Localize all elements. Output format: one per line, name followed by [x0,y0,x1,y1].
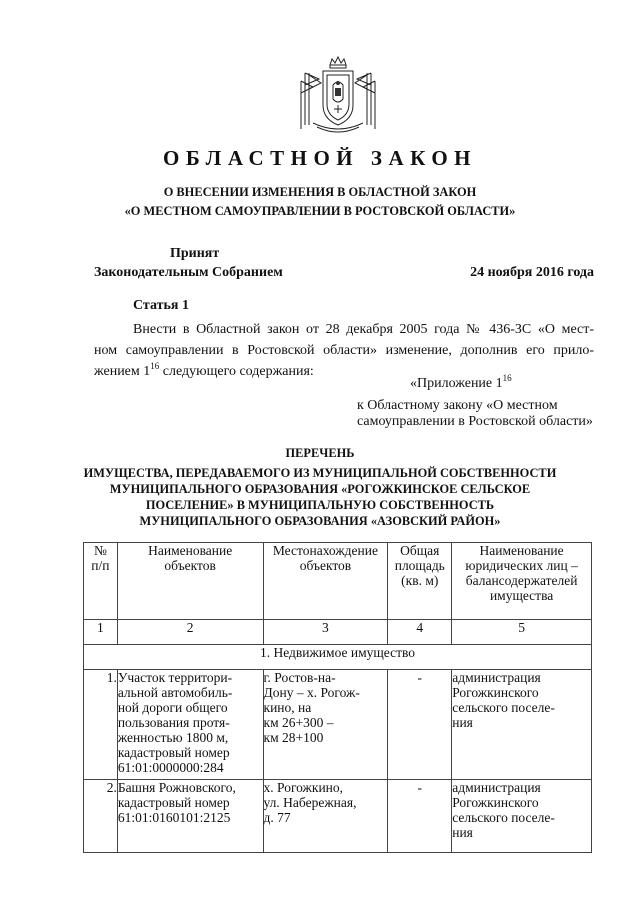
list-heading-line-3: ПОСЕЛЕНИЕ» В МУНИЦИПАЛЬНУЮ СОБСТВЕННОСТЬ [145,498,495,512]
row-number: 2. [84,780,118,853]
list-heading-line-2: МУНИЦИПАЛЬНОГО ОБРАЗОВАНИЯ «РОГОЖКИНСКОЕ СЕЛЬСКОЕ [109,482,531,496]
section-title: 1. Недвижимое имущество [84,645,592,670]
header-area: Общая площадь (кв. м) [388,543,452,620]
header-location: Местонахождение объектов [263,543,388,620]
column-number: 5 [452,620,592,645]
article-line-1: Внести в Областной закон от 28 декабря 2005 года № 436-ЗС «О мест- [133,322,594,337]
article-text [94,319,594,382]
law-subtitle-line-1: О ВНЕСЕНИИ ИЗМЕНЕНИЯ В ОБЛАСТНОЙ ЗАКОН [163,185,477,199]
row-holder: администрация Рогожкинского сельского поселе- ния [452,780,592,853]
column-number-row [84,620,592,645]
adoption-accepted: Принят [170,246,220,261]
column-number: 1 [84,620,118,645]
table-row [84,780,592,853]
list-heading-line-4: МУНИЦИПАЛЬНОГО ОБРАЗОВАНИЯ «АЗОВСКИЙ РАЙОН» [139,514,501,528]
law-title: ОБЛАСТНОЙ ЗАКОН [162,146,477,170]
row-location: х. Рогожкино, ул. Набережная, д. 77 [263,780,388,853]
adoption-body: Законодательным Собранием [94,265,283,280]
row-holder: администрация Рогожкинского сельского поселе- ния [452,670,592,780]
coat-of-arms-emblem [297,55,379,135]
appendix-line-1: к Областному закону «О местном [357,398,558,413]
list-heading-line-1: ИМУЩЕСТВА, ПЕРЕДАВАЕМОГО ИЗ МУНИЦИПАЛЬНОЙ СОБСТВЕННОСТИ [83,466,557,480]
row-area: - [388,780,452,853]
article-line-2: ном самоуправлении в Ростовской области» изменение, дополнив его прило- [94,343,594,358]
row-name: Участок территори- альной автомобиль- ной дороги общего пользования протя- женностью 1800 м, кадастровый номер 61:01:0000000:284 [117,670,263,780]
header-holder: Наименование юридических лиц – балансодержателей имущества [452,543,592,620]
row-area: - [388,670,452,780]
article-heading: Статья 1 [133,298,189,313]
header-name: Наименование объектов [117,543,263,620]
column-number: 2 [117,620,263,645]
adoption-date: 24 ноября 2016 года [470,265,594,280]
table-header-row [84,543,592,620]
appendix-line-2: самоуправлении в Ростовской области» [357,414,593,429]
property-table [83,542,592,853]
article-line-3: жением $1^{16}$ следующего содержания: [94,361,314,379]
column-number: 4 [388,620,452,645]
column-number: 3 [263,620,388,645]
row-name: Башня Рожновского, кадастровый номер 61:01:0160101:2125 [117,780,263,853]
row-location: г. Ростов-на- Дону – х. Рогож- кино, на км 26+300 – км 28+100 [263,670,388,780]
appendix-label: «Приложение $1^{16}$ [410,373,512,391]
header-number: № п/п [84,543,118,620]
law-subtitle-line-2: «О МЕСТНОМ САМОУПРАВЛЕНИИ В РОСТОВСКОЙ ОБЛАСТИ» [124,204,516,218]
section-row [84,645,592,670]
list-title: ПЕРЕЧЕНЬ [285,446,355,460]
row-number: 1. [84,670,118,780]
table-row [84,670,592,780]
